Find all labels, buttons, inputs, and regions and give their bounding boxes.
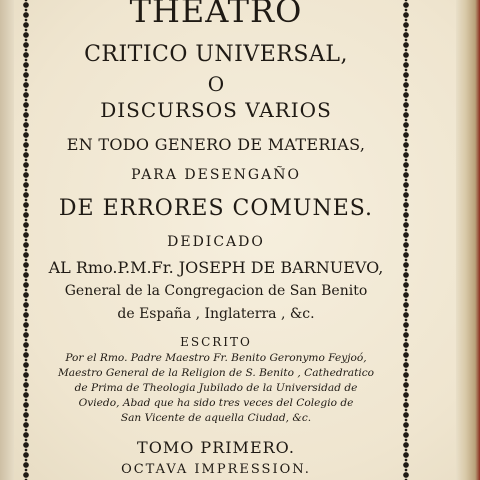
ornamental-border-left bbox=[20, 0, 32, 480]
title-errores: DE ERRORES COMUNES. bbox=[58, 196, 374, 221]
author-line-4: Oviedo, Abad que ha sido tres veces del Colegio de bbox=[78, 397, 354, 409]
author-heading: ESCRITO bbox=[180, 335, 252, 349]
author-line-1: Por el Rmo. Padre Maestro Fr. Benito Geronymo Feyjoó, bbox=[65, 352, 367, 364]
title-discursos: DISCURSOS VARIOS bbox=[100, 98, 332, 122]
volume-label: TOMO PRIMERO. bbox=[137, 438, 295, 457]
author-line-3: de Prima de Theologia Jubilado de la Universidad de bbox=[74, 382, 358, 394]
dedicatee-line-1: AL Rmo.P.M.Fr. JOSEPH DE BARNUEVO, bbox=[48, 258, 384, 277]
book-title: THEATRO bbox=[129, 0, 303, 30]
ornamental-border-right bbox=[400, 0, 412, 480]
dedicatee-line-3: de España , Inglaterra , &c. bbox=[117, 306, 315, 322]
author-line-2: Maestro General de la Religion de S. Benito , Cathedratico bbox=[57, 367, 375, 379]
page-gutter-shadow bbox=[0, 0, 14, 480]
title-genero: EN TODO GENERO DE MATERIAS, bbox=[66, 135, 366, 154]
dedicatee-line-2: General de la Congregacion de San Benito bbox=[64, 283, 368, 299]
book-spine-edge bbox=[456, 0, 480, 480]
author-line-5: San Vicente de aquella Ciudad, &c. bbox=[120, 412, 312, 424]
title-page-text bbox=[40, 0, 392, 480]
title-conjunction: O bbox=[207, 72, 225, 96]
book-subtitle: CRITICO UNIVERSAL, bbox=[84, 42, 348, 67]
edition-label: OCTAVA IMPRESSION. bbox=[121, 462, 311, 477]
title-para-desengano: PARA DESENGAÑO bbox=[131, 167, 301, 183]
dedication-heading: DEDICADO bbox=[167, 234, 265, 250]
